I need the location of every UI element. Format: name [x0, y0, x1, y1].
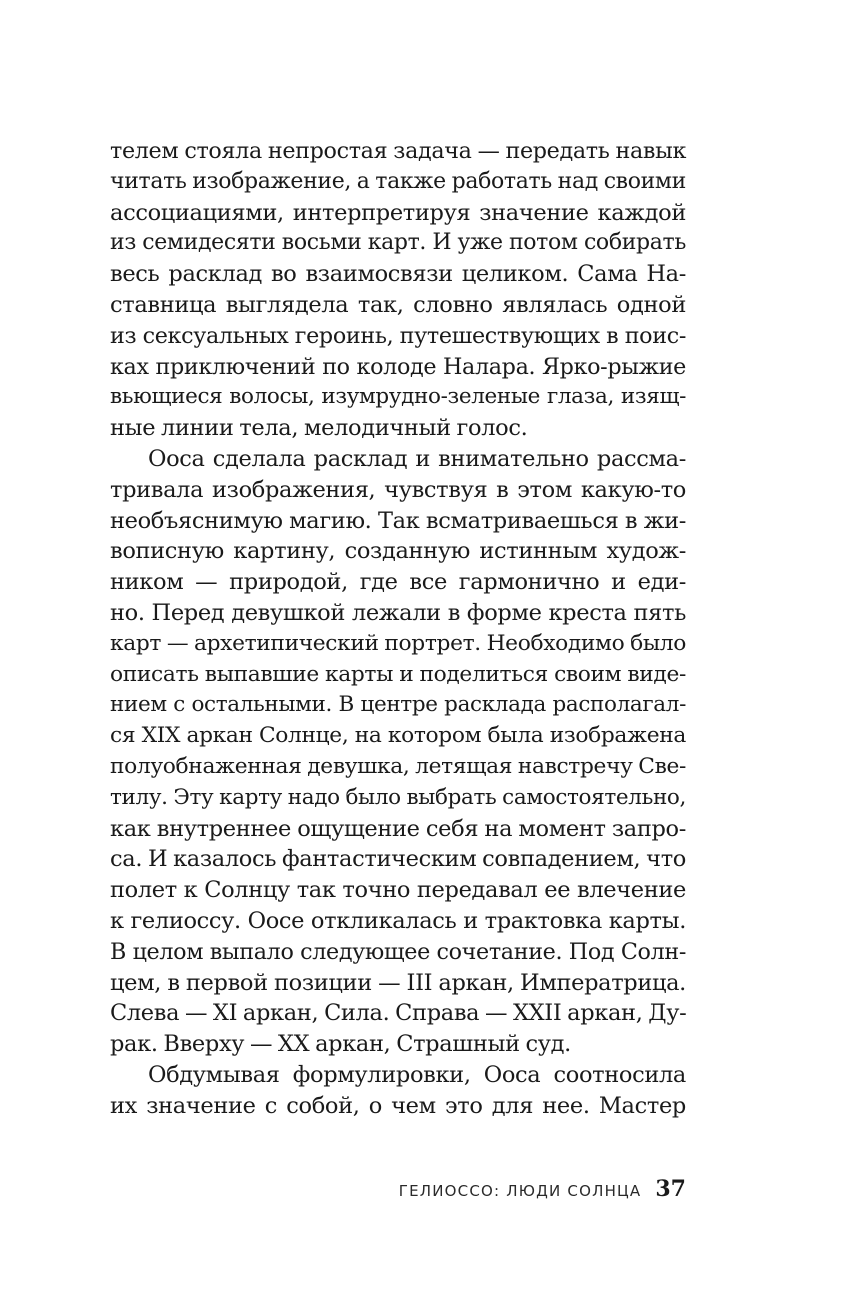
text-line: описать выпавшие карты и поделиться своим виде- [110, 661, 686, 687]
text-line: Обдумывая формулировки, Ооса соотносила [148, 1061, 686, 1088]
text-line: телем стояла непростая задача — передать навык [110, 138, 686, 164]
text-line: карт — архетипический портрет. Необходимо было [110, 630, 686, 656]
text-line: их значение с собой, о чем это для нее. Мастер [110, 1092, 686, 1119]
body-text [110, 136, 686, 1122]
text-line: ассоциациями, интерпретируя значение каждой [110, 199, 686, 226]
text-line: ставница выглядела так, словно являлась одной [110, 291, 686, 318]
text-line: как внутреннее ощущение себя на момент запро- [110, 815, 686, 842]
text-line: тилу. Эту карту надо было выбрать самостоятельно, [110, 784, 686, 810]
page-footer [110, 1176, 686, 1206]
text-line: рак. Вверху — XX аркан, Страшный суд. [110, 1031, 571, 1058]
text-line: к гелиоссу. Оосе откликалась и трактовка карты. [110, 907, 686, 934]
text-line: тривала изображения, чувствуя в этом какую-то [110, 476, 686, 503]
text-line: вописную картину, созданную истинным худож- [110, 538, 686, 565]
text-line: вьющиеся волосы, изумрудно-зеленые глаза, изящ- [110, 384, 686, 410]
text-line: Ооса сделала расклад и внимательно рассма- [148, 445, 686, 472]
text-line: полет к Солнцу так точно передавал ее влечение [110, 877, 686, 904]
text-line: цем, в первой позиции — III аркан, Императрица. [110, 969, 686, 996]
text-line: из семидесяти восьми карт. И уже потом собирать [110, 230, 686, 256]
text-line: необъяснимую магию. Так всматриваешься в жи- [110, 507, 686, 534]
page-number: 37 [655, 1176, 686, 1202]
text-line: Слева — XI аркан, Сила. Справа — XXII аркан, Ду- [110, 1000, 687, 1027]
text-line: полуобнаженная девушка, летящая навстречу Све- [110, 753, 686, 779]
text-line: ником — природой, где все гармонично и еди- [110, 569, 686, 596]
text-line: нием с остальными. В центре расклада располагал- [110, 692, 686, 718]
text-line: са. И казалось фантастическим совпадением, что [110, 846, 686, 873]
text-line: из сексуальных героинь, путешествующих в поис- [110, 322, 686, 349]
text-line: ные линии тела, мелодичный голос. [110, 415, 528, 442]
text-line: ся XIX аркан Солнце, на котором была изображена [110, 723, 686, 749]
text-line: В целом выпало следующее сочетание. Под Солн- [110, 938, 686, 965]
text-line: весь расклад во взаимосвязи целиком. Сама На- [110, 261, 686, 288]
text-line: читать изображение, а также работать над своими [110, 168, 686, 194]
text-line: но. Перед девушкой лежали в форме креста пять [110, 599, 686, 626]
running-head: ГЕЛИОССО: ЛЮДИ СОЛНЦА [398, 1182, 642, 1200]
text-line: ках приключений по колоде Налара. Ярко-рыжие [110, 353, 686, 380]
